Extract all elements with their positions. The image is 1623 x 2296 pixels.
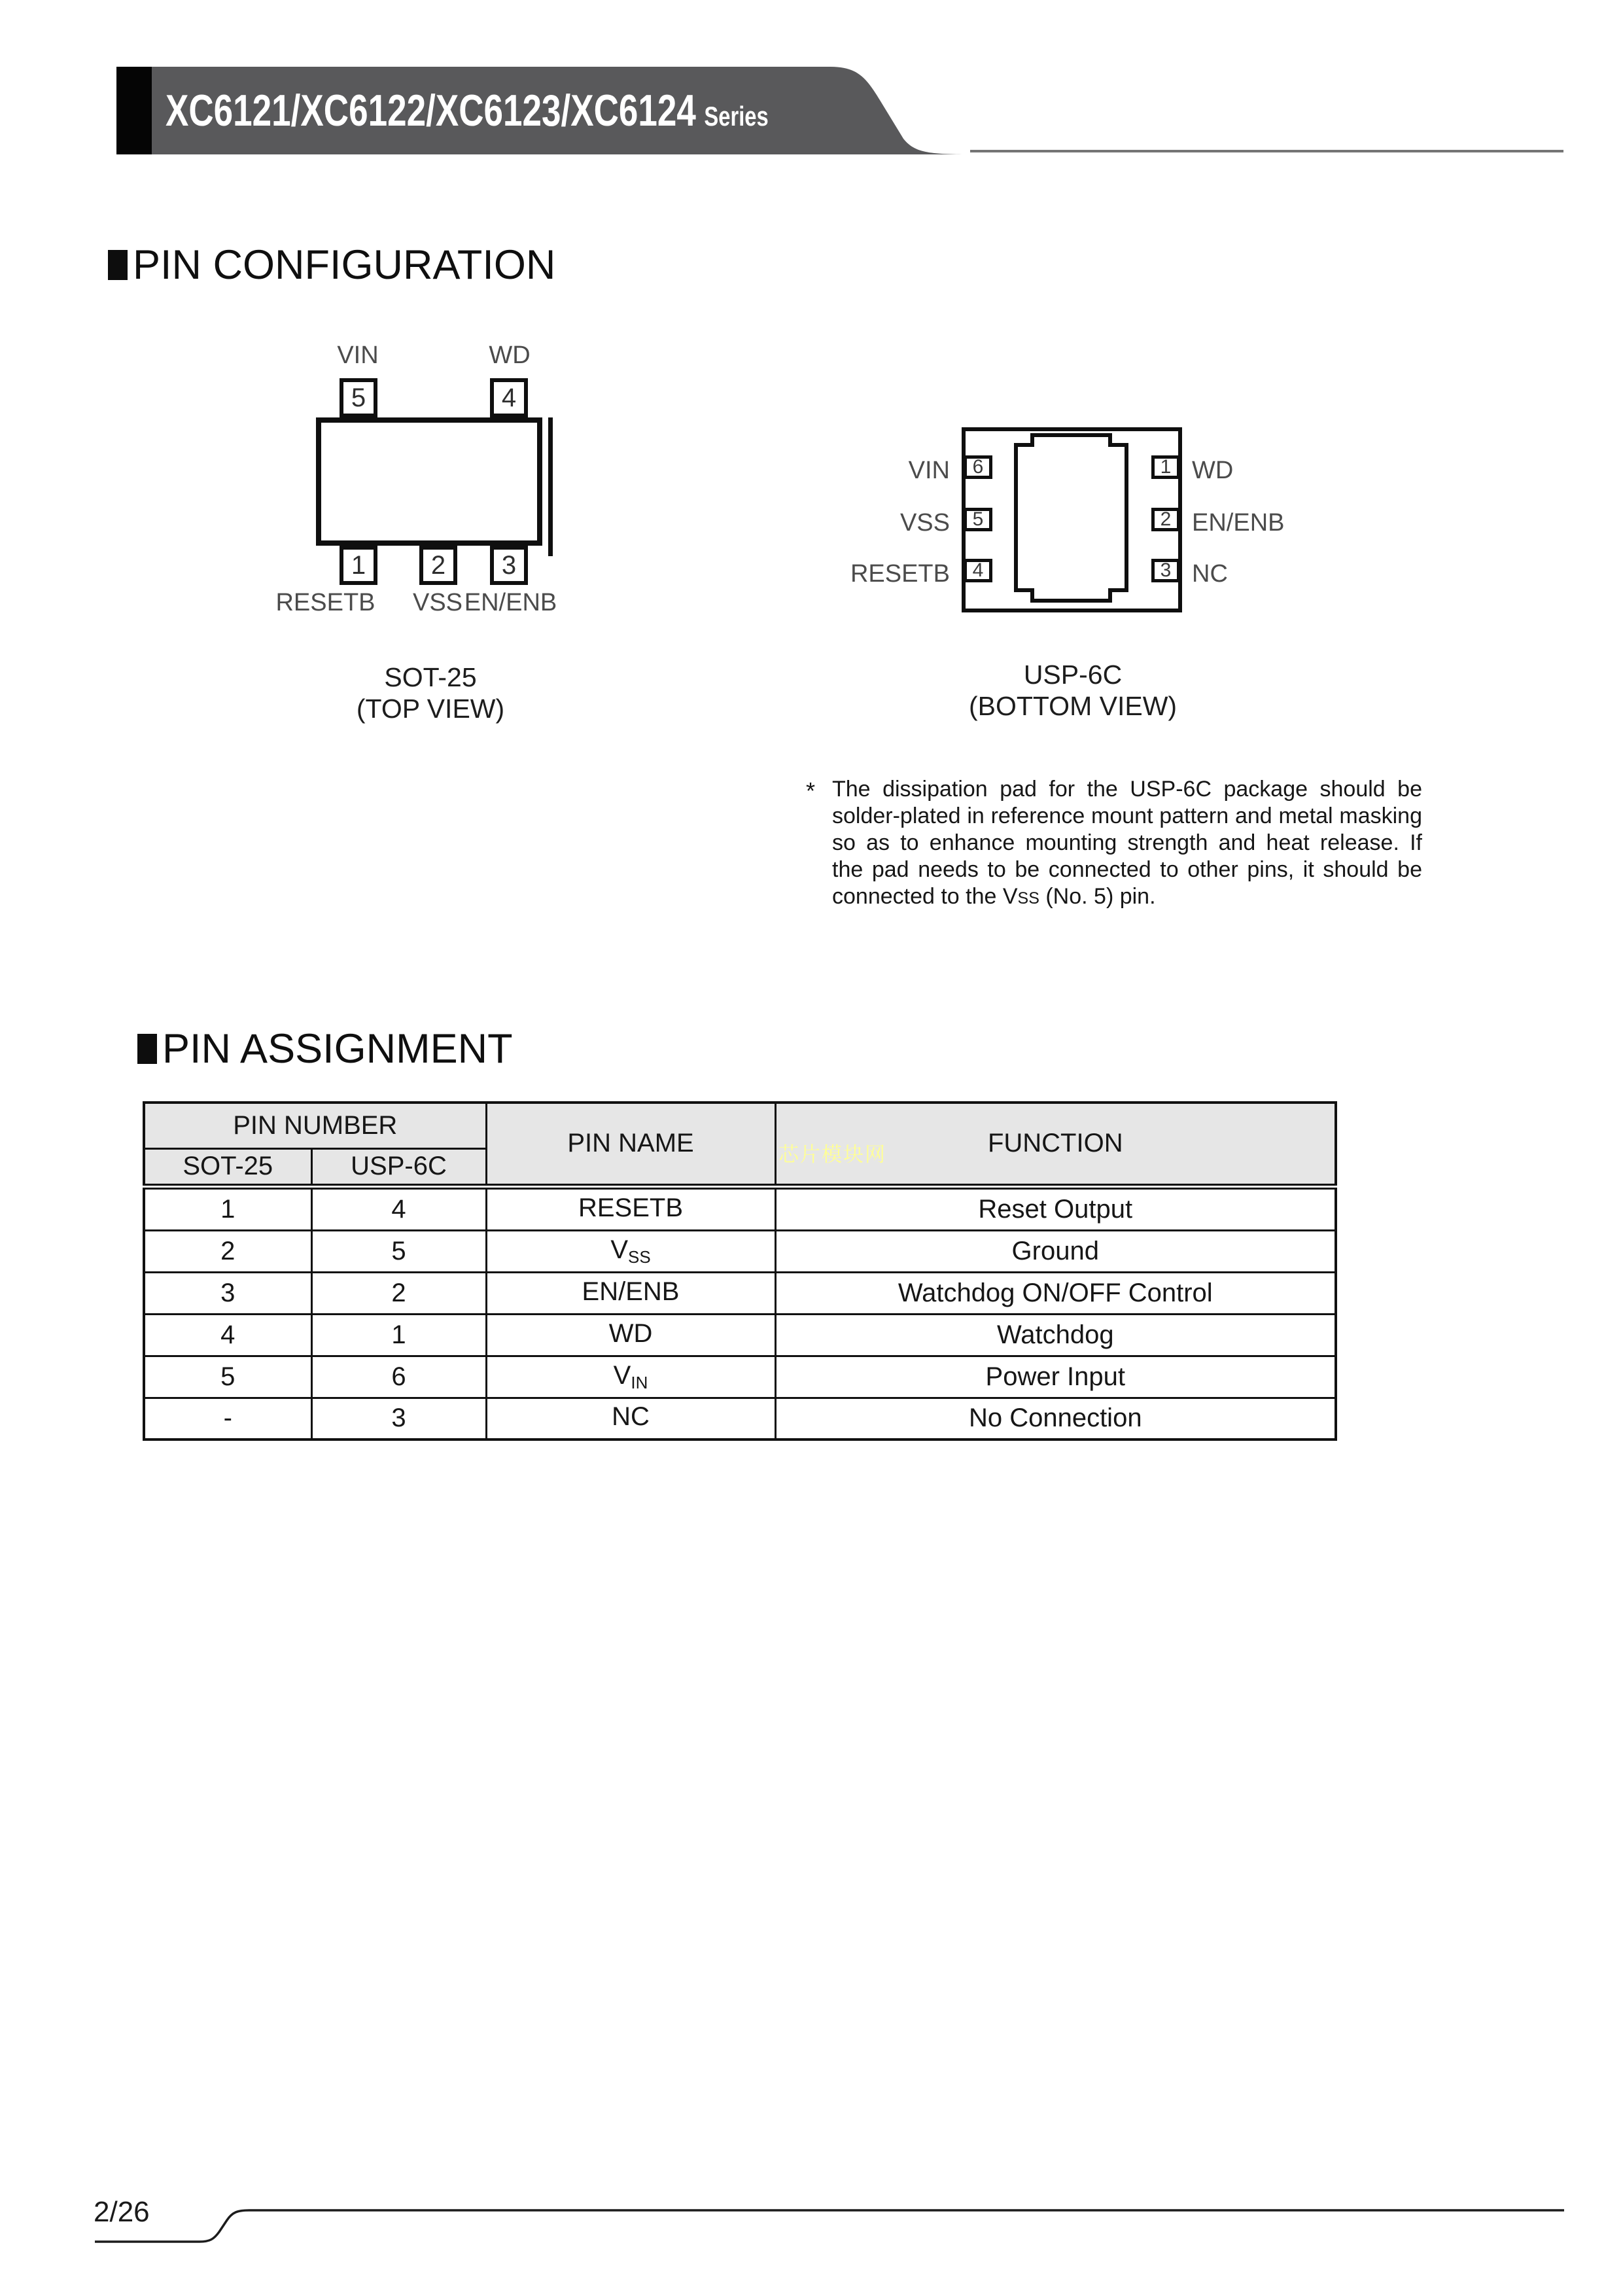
sot25-package-body <box>316 417 542 546</box>
table-row <box>144 1314 1336 1356</box>
note-text: (No. 5) pin. <box>1039 884 1156 909</box>
cell-usp6c: 3 <box>311 1398 486 1439</box>
note-line: solder-plated in reference mount pattern and metal masking <box>832 804 1422 828</box>
col-header-usp6c: USP-6C <box>311 1148 486 1186</box>
cell-usp6c: 4 <box>311 1186 486 1230</box>
note-line: so as to enhance mounting strength and heat release. If <box>832 830 1422 855</box>
usp6c-pin2-label: EN/ENB <box>1192 509 1285 537</box>
pin-number: 4 <box>972 559 984 581</box>
sot25-pin1-label: RESETB <box>275 589 375 616</box>
series-title: XC6121/XC6122/XC6123/XC6124 <box>166 86 696 135</box>
series-suffix: Series <box>704 101 769 132</box>
pin-number: 4 <box>501 383 517 412</box>
usp6c-pin6-box <box>964 455 992 479</box>
pin-number: 1 <box>351 550 366 580</box>
pin-name-subscript: SS <box>628 1246 651 1267</box>
usp6c-pin5-label: VSS <box>899 509 950 537</box>
pin-name-subscript: IN <box>631 1372 648 1392</box>
cell-sot25: 5 <box>144 1356 311 1398</box>
pin-name: V <box>613 1360 631 1390</box>
cell-pin-name <box>486 1230 775 1272</box>
pin-name: RESETB <box>578 1193 684 1222</box>
sot25-pin5-box <box>340 378 377 417</box>
pin-number: 5 <box>972 508 984 530</box>
pin-assignment-table <box>143 1101 1337 1441</box>
section-pin-assignment <box>137 1026 513 1072</box>
usp6c-pin1-label: WD <box>1192 457 1234 484</box>
pin-number: 3 <box>501 550 517 580</box>
cell-function: Watchdog <box>775 1314 1336 1356</box>
cell-sot25: 2 <box>144 1230 311 1272</box>
section-title: PIN CONFIGURATION <box>133 242 556 288</box>
table-row <box>144 1230 1336 1272</box>
sot25-pin4-label: WD <box>489 342 531 369</box>
cell-pin-name <box>486 1356 775 1398</box>
sot25-pin3-label: EN/ENB <box>464 589 557 616</box>
section-pin-configuration <box>108 242 556 288</box>
usp6c-caption: USP-6C <box>1023 660 1123 690</box>
table-row <box>144 1272 1336 1314</box>
pin-name: EN/ENB <box>582 1277 680 1306</box>
pin-name: WD <box>608 1318 653 1348</box>
black-square-bullet-icon <box>108 250 128 280</box>
pin-number: 2 <box>1160 508 1172 530</box>
note-text: connected to the V <box>832 884 1018 909</box>
usp6c-pin6-label: VIN <box>908 457 950 484</box>
table-row <box>144 1398 1336 1439</box>
page-number: 2/26 <box>94 2196 150 2228</box>
pin-assignment-table-wrap <box>143 1101 1337 1441</box>
sot25-caption: SOT-25 <box>384 662 477 692</box>
usp6c-pin4-box <box>964 559 992 582</box>
cell-sot25: 3 <box>144 1272 311 1314</box>
note-line: The dissipation pad for the USP-6C package should be <box>832 777 1422 802</box>
pin-number: 2 <box>430 550 446 580</box>
usp6c-pin1-box <box>1151 455 1180 479</box>
sot25-pin2-box <box>419 546 457 585</box>
pin-number: 5 <box>351 383 366 412</box>
usp6c-pin3-label: NC <box>1192 560 1228 588</box>
usp6c-pin5-box <box>964 508 992 531</box>
note-subscript: SS <box>1017 889 1039 908</box>
usp6c-pin2-box <box>1151 508 1180 531</box>
cell-usp6c: 6 <box>311 1356 486 1398</box>
cell-usp6c: 2 <box>311 1272 486 1314</box>
sot25-pin5-label: VIN <box>337 342 379 369</box>
sot25-pin3-box <box>490 546 528 585</box>
sot25-pin4-box <box>490 378 528 417</box>
cell-usp6c: 1 <box>311 1314 486 1356</box>
cell-function: Power Input <box>775 1356 1336 1398</box>
cell-function: Reset Output <box>775 1186 1336 1230</box>
page-title <box>166 87 769 134</box>
col-header-pin-number: PIN NUMBER <box>144 1103 486 1148</box>
note-asterisk: * <box>806 777 816 804</box>
cell-function: Watchdog ON/OFF Control <box>775 1272 1336 1314</box>
note-line: the pad needs to be connected to other pins, it should be <box>832 857 1422 882</box>
sot25-pin2-label: VSS <box>412 589 463 616</box>
col-header-sot25: SOT-25 <box>144 1148 311 1186</box>
table-row <box>144 1186 1336 1230</box>
usp6c-view-caption: (BOTTOM VIEW) <box>968 691 1178 721</box>
col-header-function: FUNCTION <box>775 1103 1336 1186</box>
watermark-text: 芯片模块网 <box>778 1143 886 1166</box>
usp6c-pin3-box <box>1151 559 1180 582</box>
cell-pin-name <box>486 1314 775 1356</box>
cell-function: Ground <box>775 1230 1336 1272</box>
pin-number: 3 <box>1160 559 1172 581</box>
section-title: PIN ASSIGNMENT <box>162 1026 513 1072</box>
dissipation-pad-note <box>832 776 1422 912</box>
cell-usp6c: 5 <box>311 1230 486 1272</box>
note-line <box>832 883 1422 912</box>
pin-number: 6 <box>972 456 984 478</box>
cell-sot25: 4 <box>144 1314 311 1356</box>
cell-sot25: 1 <box>144 1186 311 1230</box>
cell-pin-name <box>486 1272 775 1314</box>
pin-number: 1 <box>1160 456 1172 478</box>
cell-function: No Connection <box>775 1398 1336 1439</box>
sot25-pin1-box <box>340 546 377 585</box>
sot25-body-shadow-line <box>548 417 553 556</box>
usp6c-pin4-label: RESETB <box>850 560 950 588</box>
pin-name: NC <box>612 1402 650 1432</box>
cell-pin-name <box>486 1398 775 1439</box>
usp6c-dissipation-pad <box>1011 431 1130 605</box>
black-square-bullet-icon <box>137 1034 157 1064</box>
cell-pin-name <box>486 1186 775 1230</box>
col-header-pin-name: PIN NAME <box>486 1103 775 1186</box>
cell-sot25: - <box>144 1398 311 1439</box>
pin-name: V <box>610 1235 629 1264</box>
table-row <box>144 1356 1336 1398</box>
sot25-view-caption: (TOP VIEW) <box>356 694 505 724</box>
footer-rule-line <box>94 2206 1565 2246</box>
